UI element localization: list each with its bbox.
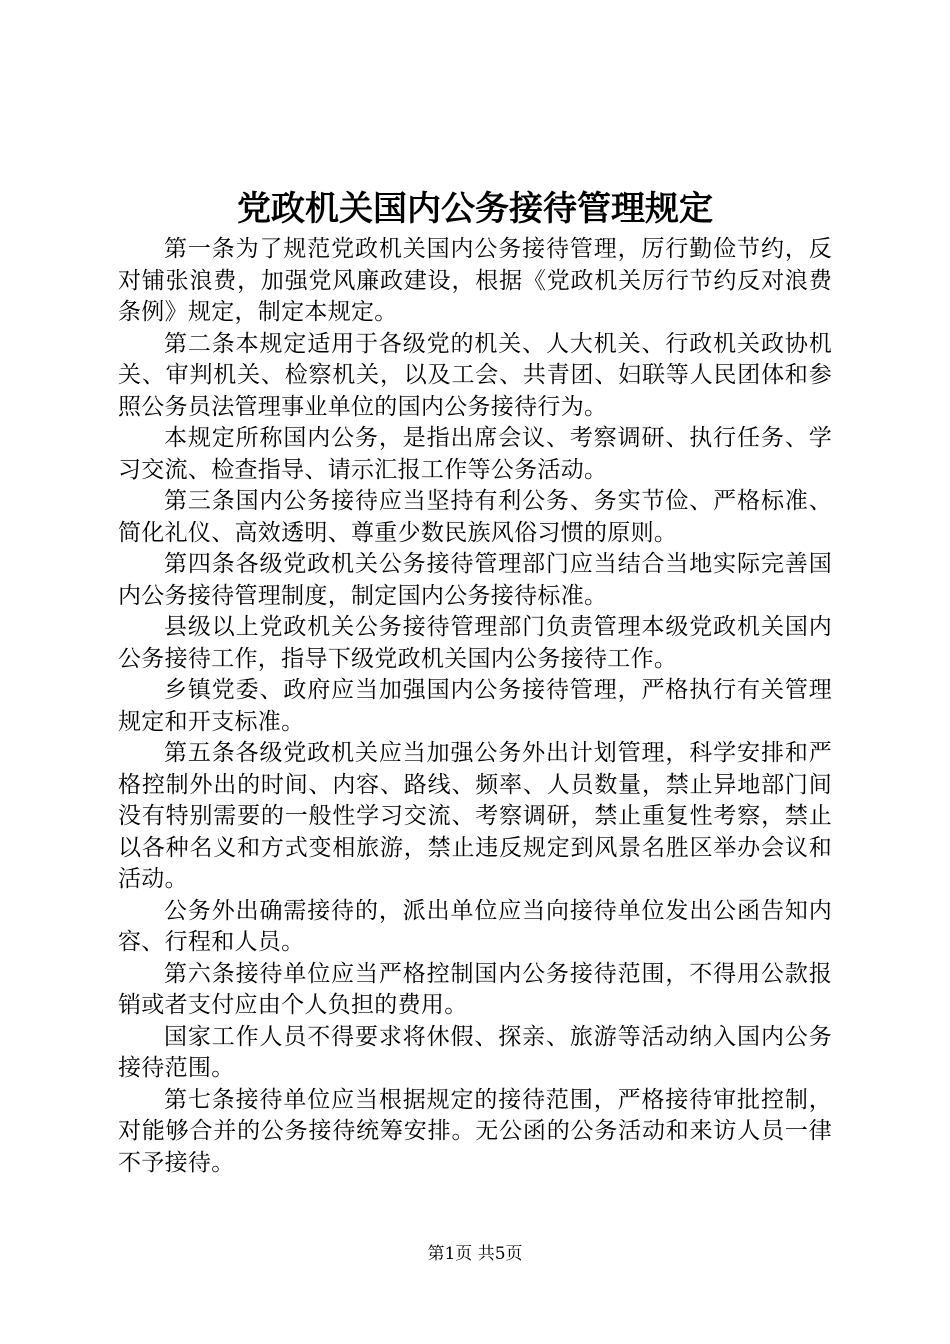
paragraph-article-4-township: 乡镇党委、政府应当加强国内公务接待管理，严格执行有关管理规定和开支标准。 — [118, 677, 832, 735]
paragraph-article-3: 第三条国内公务接待应当坚持有利公务、务实节俭、严格标准、简化礼仪、高效透明、尊重少数民族风俗习惯的原则。 — [118, 488, 832, 546]
paragraph-article-7: 第七条接待单位应当根据规定的接待范围，严格接待审批控制，对能够合并的公务接待统筹安排。无公函的公务活动和来访人员一律不予接待。 — [118, 1086, 832, 1176]
paragraph-article-6: 第六条接待单位应当严格控制国内公务接待范围，不得用公款报销或者支付应由个人负担的费用。 — [118, 960, 832, 1018]
paragraph-article-6-staff: 国家工作人员不得要求将休假、探亲、旅游等活动纳入国内公务接待范围。 — [118, 1023, 832, 1081]
document-title: 党政机关国内公务接待管理规定 — [237, 189, 713, 229]
paragraph-article-2: 第二条本规定适用于各级党的机关、人大机关、行政机关政协机关、审判机关、检察机关，以及工会、共青团、妇联等人民团体和参照公务员法管理事业单位的国内公务接待行为。 — [118, 330, 832, 420]
document-body — [118, 234, 832, 1179]
page-number-footer: 第1页 共5页 — [427, 1244, 523, 1264]
paragraph-article-4: 第四条各级党政机关公务接待管理部门应当结合当地实际完善国内公务接待管理制度，制定国内公务接待标准。 — [118, 551, 832, 609]
paragraph-article-1: 第一条为了规范党政机关国内公务接待管理，厉行勤俭节约，反对铺张浪费，加强党风廉政建设，根据《党政机关厉行节约反对浪费条例》规定，制定本规定。 — [118, 236, 832, 325]
paragraph-article-4-county: 县级以上党政机关公务接待管理部门负责管理本级党政机关国内公务接待工作，指导下级党政机关国内公务接待工作。 — [118, 614, 832, 672]
paragraph-article-2-scope: 本规定所称国内公务，是指出席会议、考察调研、执行任务、学习交流、检查指导、请示汇报工作等公务活动。 — [118, 425, 832, 483]
paragraph-article-5: 第五条各级党政机关应当加强公务外出计划管理，科学安排和严格控制外出的时间、内容、路线、频率、人员数量，禁止异地部门间没有特别需要的一般性学习交流、考察调研，禁止重复性考察，禁止以各种名义和方式变相旅游，禁止违反规定到风景名胜区举办会议和活动。 — [118, 740, 832, 892]
paragraph-article-5-letter: 公务外出确需接待的，派出单位应当向接待单位发出公函告知内容、行程和人员。 — [118, 897, 832, 955]
